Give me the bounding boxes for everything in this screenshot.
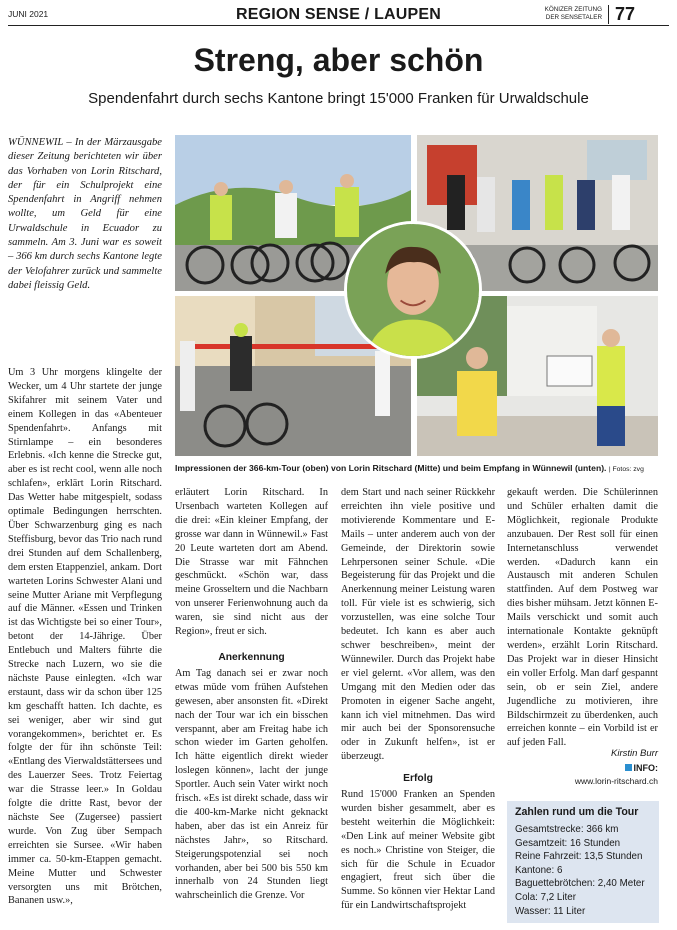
info-block <box>507 762 658 788</box>
newspaper-name-line1: KÖNIZER ZEITUNG <box>544 6 602 13</box>
info-url[interactable]: www.lorin-ritschard.ch <box>574 776 658 786</box>
column-3-body-2: Rund 15'000 Franken an Spenden wurden bisher gesammelt, aber es besteht weiterhin die Möglichkeit: «Den Link auf meiner Website gibt es noch.» Christine von Steiger, die sich für die Schule in Ecuador engagiert, freut sich über die Summe. So können vier Hektar Land für ein Landwirtschaftsprojekt <box>341 789 495 912</box>
header-rule <box>8 25 669 26</box>
column-2 <box>175 486 328 903</box>
photo-credit: | Fotos: zvg <box>608 466 644 473</box>
fact-row: Gesamtstrecke: 366 km <box>515 824 619 835</box>
column-4 <box>507 486 658 750</box>
fact-row: Gesamtzeit: 16 Stunden <box>515 837 621 849</box>
fact-row: Wasser: 11 Liter <box>515 905 586 917</box>
article-title: Streng, aber schön <box>193 42 484 78</box>
column-2-body-2: Am Tag danach sei er zwar noch etwas müde vom frühen Aufstehen gewesen, aber ansonsten fit. «Direkt nach der Tour war ich ein bisschen verspannt, aber am Freitag habe ich schon wieder im Garten geholfen. Ich hätte eigentlich direkt wieder loslegen können», lacht der junge Sportler. Auch sein Vater wirkt noch frisch. «Es ist direkt schade, dass wir die 400-km-Marke nicht geknackt haben, aber das ist ein Anreiz für nächstes Jahr», so Ritschard. Steigerungspotenzial sei noch vorhanden, aber bei 500 bis 550 km innerhalb von 24 Stunden liegt wahrscheinlich die Grenze. Vor <box>175 667 328 902</box>
fact-row: Kantone: 6 <box>515 864 563 876</box>
column-1-body: Um 3 Uhr morgens klingelte der Wecker, um 4 Uhr startete der junge Skifahrer mit seinem Vater und einem Kollegen in das «Abenteuer Spendenfahrt». Anfangs mit Stirnlampe – ein besonderes Erlebnis. «Ich kenne die Strecke gut, aber es ist recht cool, wenn alle noch schlafen», erklärt Lorin Ritschard. Das Wetter habe mitgespielt, sodass optimale Bedingungen herrschten. Über Schwarzenburg ging es nach Steffisburg, bevor das Trio nach rund drei Stunden auf dem Schallenberg, dem ersten Etappenziel, ankam. Dort warteten Lorins Schwester Alani und seine Mutter Ariane mit Verpflegung auf die Männer. «Essen und Trinken ist das Wichtigste bei so einer Tour», betont der 14-Jährige. Über Entlebuch und Malters führte die Strecke nach Luzern, wo sie die nächste Pause einlegten. «Ich war erstaunt, dass wir da schon über 125 km geschafft hatten. Ich dachte, es sei weniger, aber wir sind gut vorangekommen», berichtet er. Es folgte der für ihn schönste Teil: «Entlang des Vierwaldstättersees und des Lauerzer Sees. Trotz Feiertag war die Strasse leer.» In Goldau folgte die dritte Rast, bevor der nächste See (Zugersee) passiert wurde. Von Zug über Sempach erreichten sie Sursee. «Wir haben immer ca. 50-km-Etappen gemacht. Meine Mutter und Schwester versorgten uns mit Brötchen, Bananen usw.», <box>8 367 162 907</box>
fact-box <box>507 801 659 923</box>
page-number: 77 <box>615 4 636 24</box>
article-subtitle: Spendenfahrt durch sechs Kantone bringt 15'000 Franken für Urwaldschule <box>88 90 589 107</box>
newspaper-name-line2: DER SENSETALER <box>545 13 602 21</box>
section-title: REGION SENSE / LAUPEN <box>235 6 442 23</box>
issue-date: JUNI 2021 <box>8 9 49 19</box>
column-4-body: gekauft werden. Die Schülerinnen und Schüler erhalten damit die Möglichkeit, regionale Produkte anzubauen. Der Rest soll für einen Internetanschluss verwendet werden. «Dadurch kann ein Austausch mit anderen Schulen stattfinden. Auf dem Postweg war dies bisher mühsam. Jetzt können E-Mails verschickt und somit auch internationale Kontakte geknüpft werden», erzählt Lorin Ritschard. Das Projekt war in dieser Hinsicht ein voller Erfolg. Man darf gespannt sein, ob er sein Ziel, andere Jugendliche zu motivieren, ihre Bildschirmzeit zu überdenken, auch erreichen konnte – ein Vorbild ist er auf jeden Fall. <box>507 487 658 749</box>
subheading-anerkennung: Anerkennung <box>218 651 285 663</box>
caption-text: Impressionen der 366-km-Tour (oben) von Lorin Ritschard (Mitte) und beim Empfang in Wünnewil (unten). <box>175 463 607 473</box>
column-3-body: dem Start und nach seiner Rückkehr erreichten ihn viele positive und motivierende Kommentare und E-Mails – unter anderem auch von der Gemeinde, der Direktorin sowie Lehrpersonen seiner Schule. «Die Begeisterung für das Projekt und die Anerkennung meiner Leistung waren toll. Für viele ist es schwierig, sich vorzustellen, was eine solche Tour bedeutet. Ich kann es aber auch schwer beschreiben», meint der Wünnewiler. Durch das Projekt habe er viel gelernt. «Vor allem, was den Umgang mit den Medien oder das Promoten in eigener Sache angeht, kann ich viel mitnehmen. Das wird mir auch bei der Sponsorensuche oder in Zukunft helfen», ist er überzeugt. <box>341 487 495 763</box>
fact-row: Reine Fahrzeit: 13,5 Stunden <box>515 851 643 863</box>
column-3 <box>341 486 495 913</box>
column-2-body: erläutert Lorin Ritschard. In Ursenbach warteten Kollegen auf die drei: «Ein kleiner Empfang, der grosse war dann in Wünnewil.» Fast 20 Leute warteten dort am Abend. Die Strasse war mit Fähnchen geschmückt. «Schön war, dass meine Grosseltern und die Nachbarn von unserer Ferienwohnung auch da waren, sie sind nicht aus der Region», freut er sich. <box>175 487 328 638</box>
fact-row: Baguettebrötchen: 2,40 Meter <box>515 878 645 890</box>
info-label: INFO: <box>633 763 658 773</box>
newspaper-name <box>540 6 602 21</box>
lead-text: – In der Märzausgabe dieser Zeitung berichteten wir über das Vorhaben von Lorin Ritschard, der für ein Schulprojekt eine Spendenfahrt in Angriff nehmen wollte, um Geld für eine Urwaldschule in Ecuador zu sammeln. Am 3. Juni war es soweit – 366 km durch sechs Kantone legte der Velofahrer zurück und sammelte dabei fleissig Geld. <box>8 137 162 291</box>
header-divider <box>608 5 609 24</box>
article-lead <box>8 136 162 293</box>
author: Kirstin Burr <box>611 748 658 759</box>
subheading-erfolg: Erfolg <box>403 773 433 785</box>
photo-caption <box>175 463 658 473</box>
portrait-photo <box>344 221 482 359</box>
lead-place: WÜNNEWIL <box>8 137 64 148</box>
fact-row: Cola: 7,2 Liter <box>515 891 576 903</box>
info-square-icon <box>625 764 632 771</box>
fact-box-title: Zahlen rund um die Tour <box>515 806 639 818</box>
